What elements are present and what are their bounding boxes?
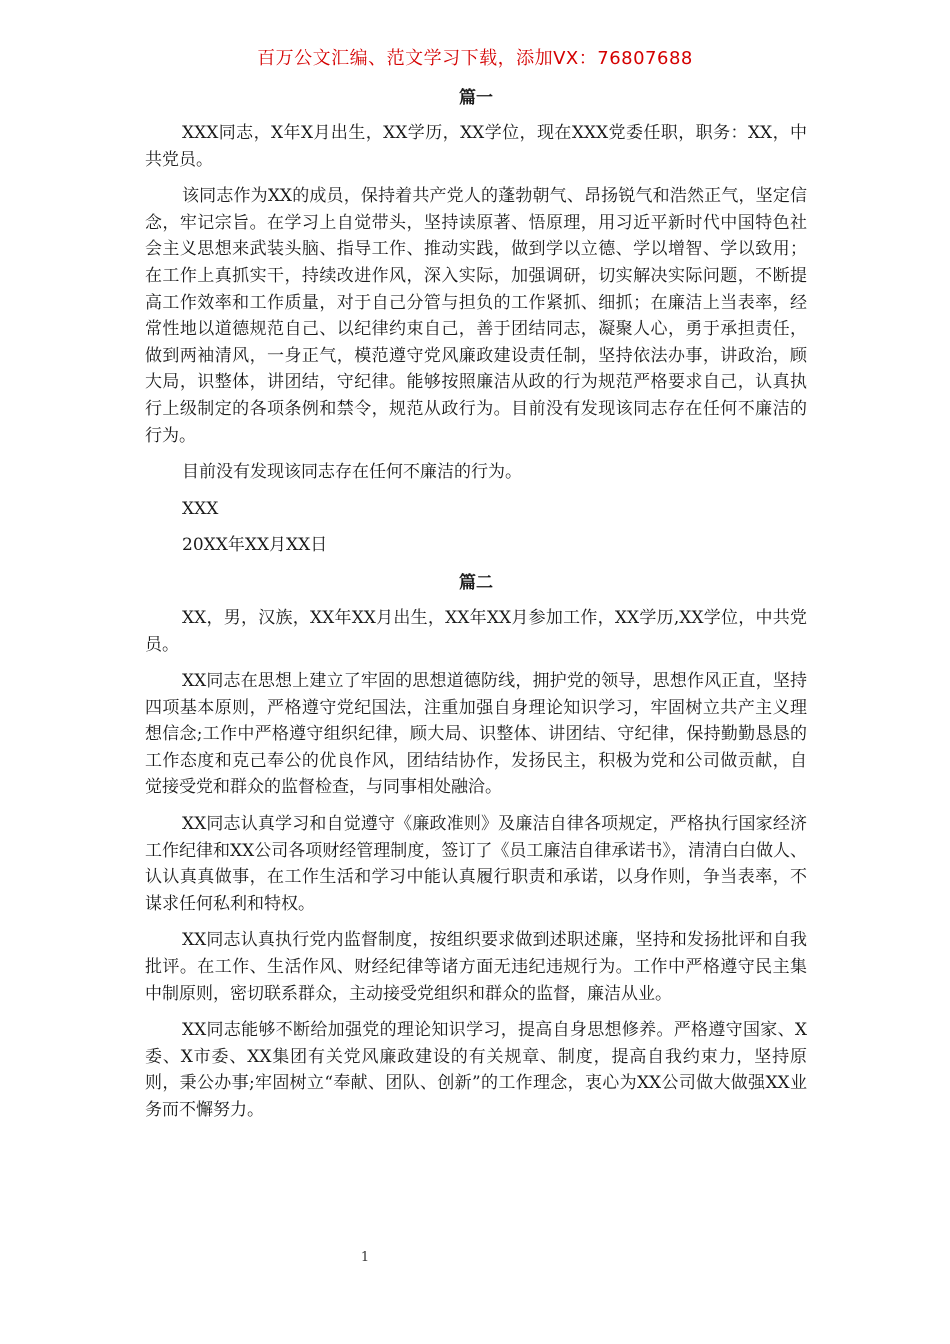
section-2-paragraph-3: XX同志认真学习和自觉遵守《廉政准则》及廉洁自律各项规定，严格执行国家经济工作纪律和XX公司各项财经管理制度，签订了《员工廉洁自律承诺书》，清清白白做人、认认真真做事，在工作生活和学习中能认真履行职责和承诺，以身作则，争当表率，不谋求任何私利和特权。 <box>145 814 807 914</box>
document-body <box>145 84 807 1134</box>
section-1-paragraph-3: 目前没有发现该同志存在任何不廉洁的行为。 <box>182 462 522 483</box>
section-1-paragraph-1: XXX同志，X年X月出生，XX学历，XX学位，现在XXX党委任职，职务：XX，中共党员。 <box>145 123 807 170</box>
section-1-signature: XXX <box>182 498 219 519</box>
section-2-paragraph-5: XX同志能够不断给加强党的理论知识学习，提高自身思想修养。严格遵守国家、X委、X市委、XX集团有关党风廉政建设的有关规章、制度，提高自我约束力，坚持原则，秉公办事;牢固树立“奉献、团队、创新”的工作理念，衷心为XX公司做大做强XX业务而不懈努力。 <box>145 1020 807 1120</box>
section-1-heading: 篇一 <box>459 88 493 108</box>
watermark-banner: 百万公文汇编、范文学习下载，添加VX：76807688 <box>257 48 693 69</box>
section-2-paragraph-1: XX，男，汉族，XX年XX月出生，XX年XX月参加工作，XX学历,XX学位，中共党员。 <box>145 607 807 655</box>
section-2-heading: 篇二 <box>459 572 493 593</box>
section-2-paragraph-4: XX同志认真执行党内监督制度，按组织要求做到述职述廉，坚持和发扬批评和自我批评。在工作、生活作风、财经纪律等诸方面无违纪违规行为。工作中严格遵守民主集中制原则，密切联系群众，主动接受党组织和群众的监督，廉洁从业。 <box>145 930 807 1004</box>
section-2-paragraph-2: XX同志在思想上建立了牢固的思想道德防线，拥护党的领导，思想作风正直，坚持四项基本原则，严格遵守党纪国法，注重加强自身理论知识学习，牢固树立共产主义理想信念;工作中严格遵守组织纪律，顾大局、识整体、讲团结、守纪律，保持勤勤恳恳的工作态度和克己奉公的优良作风，团结结协作，发扬民主，积极为党和公司做贡献，自觉接受党和群众的监督检查，与同事相处融洽。 <box>145 671 807 798</box>
page-number: 1 <box>360 1250 370 1265</box>
section-1-paragraph-2: 该同志作为XX的成员，保持着共产党人的蓬勃朝气、昂扬锐气和浩然正气，坚定信念，牢记宗旨。在学习上自觉带头，坚持读原著、悟原理，用习近平新时代中国特色社会主义思想来武装头脑、指导工作、推动实践，做到学以立德、学以增智、学以致用；在工作上真抓实干，持续改进作风，深入实际，加强调研，切实解决实际问题，不断提高工作效率和工作质量，对于自己分管与担负的工作紧抓、细抓；在廉洁上当表率，经常性地以道德规范自己、以纪律约束自己，善于团结同志，凝聚人心，勇于承担责任，做到两袖清风，一身正气，模范遵守党风廉政建设责任制，坚持依法办事，讲政治，顾大局，识整体，讲团结，守纪律。能够按照廉洁从政的行为规范严格要求自己，认真执行上级制定的各项条例和禁令，规范从政行为。目前没有发现该同志存在任何不廉洁的行为。 <box>145 186 807 446</box>
section-1-date: 20XX年XX月XX日 <box>182 535 328 556</box>
